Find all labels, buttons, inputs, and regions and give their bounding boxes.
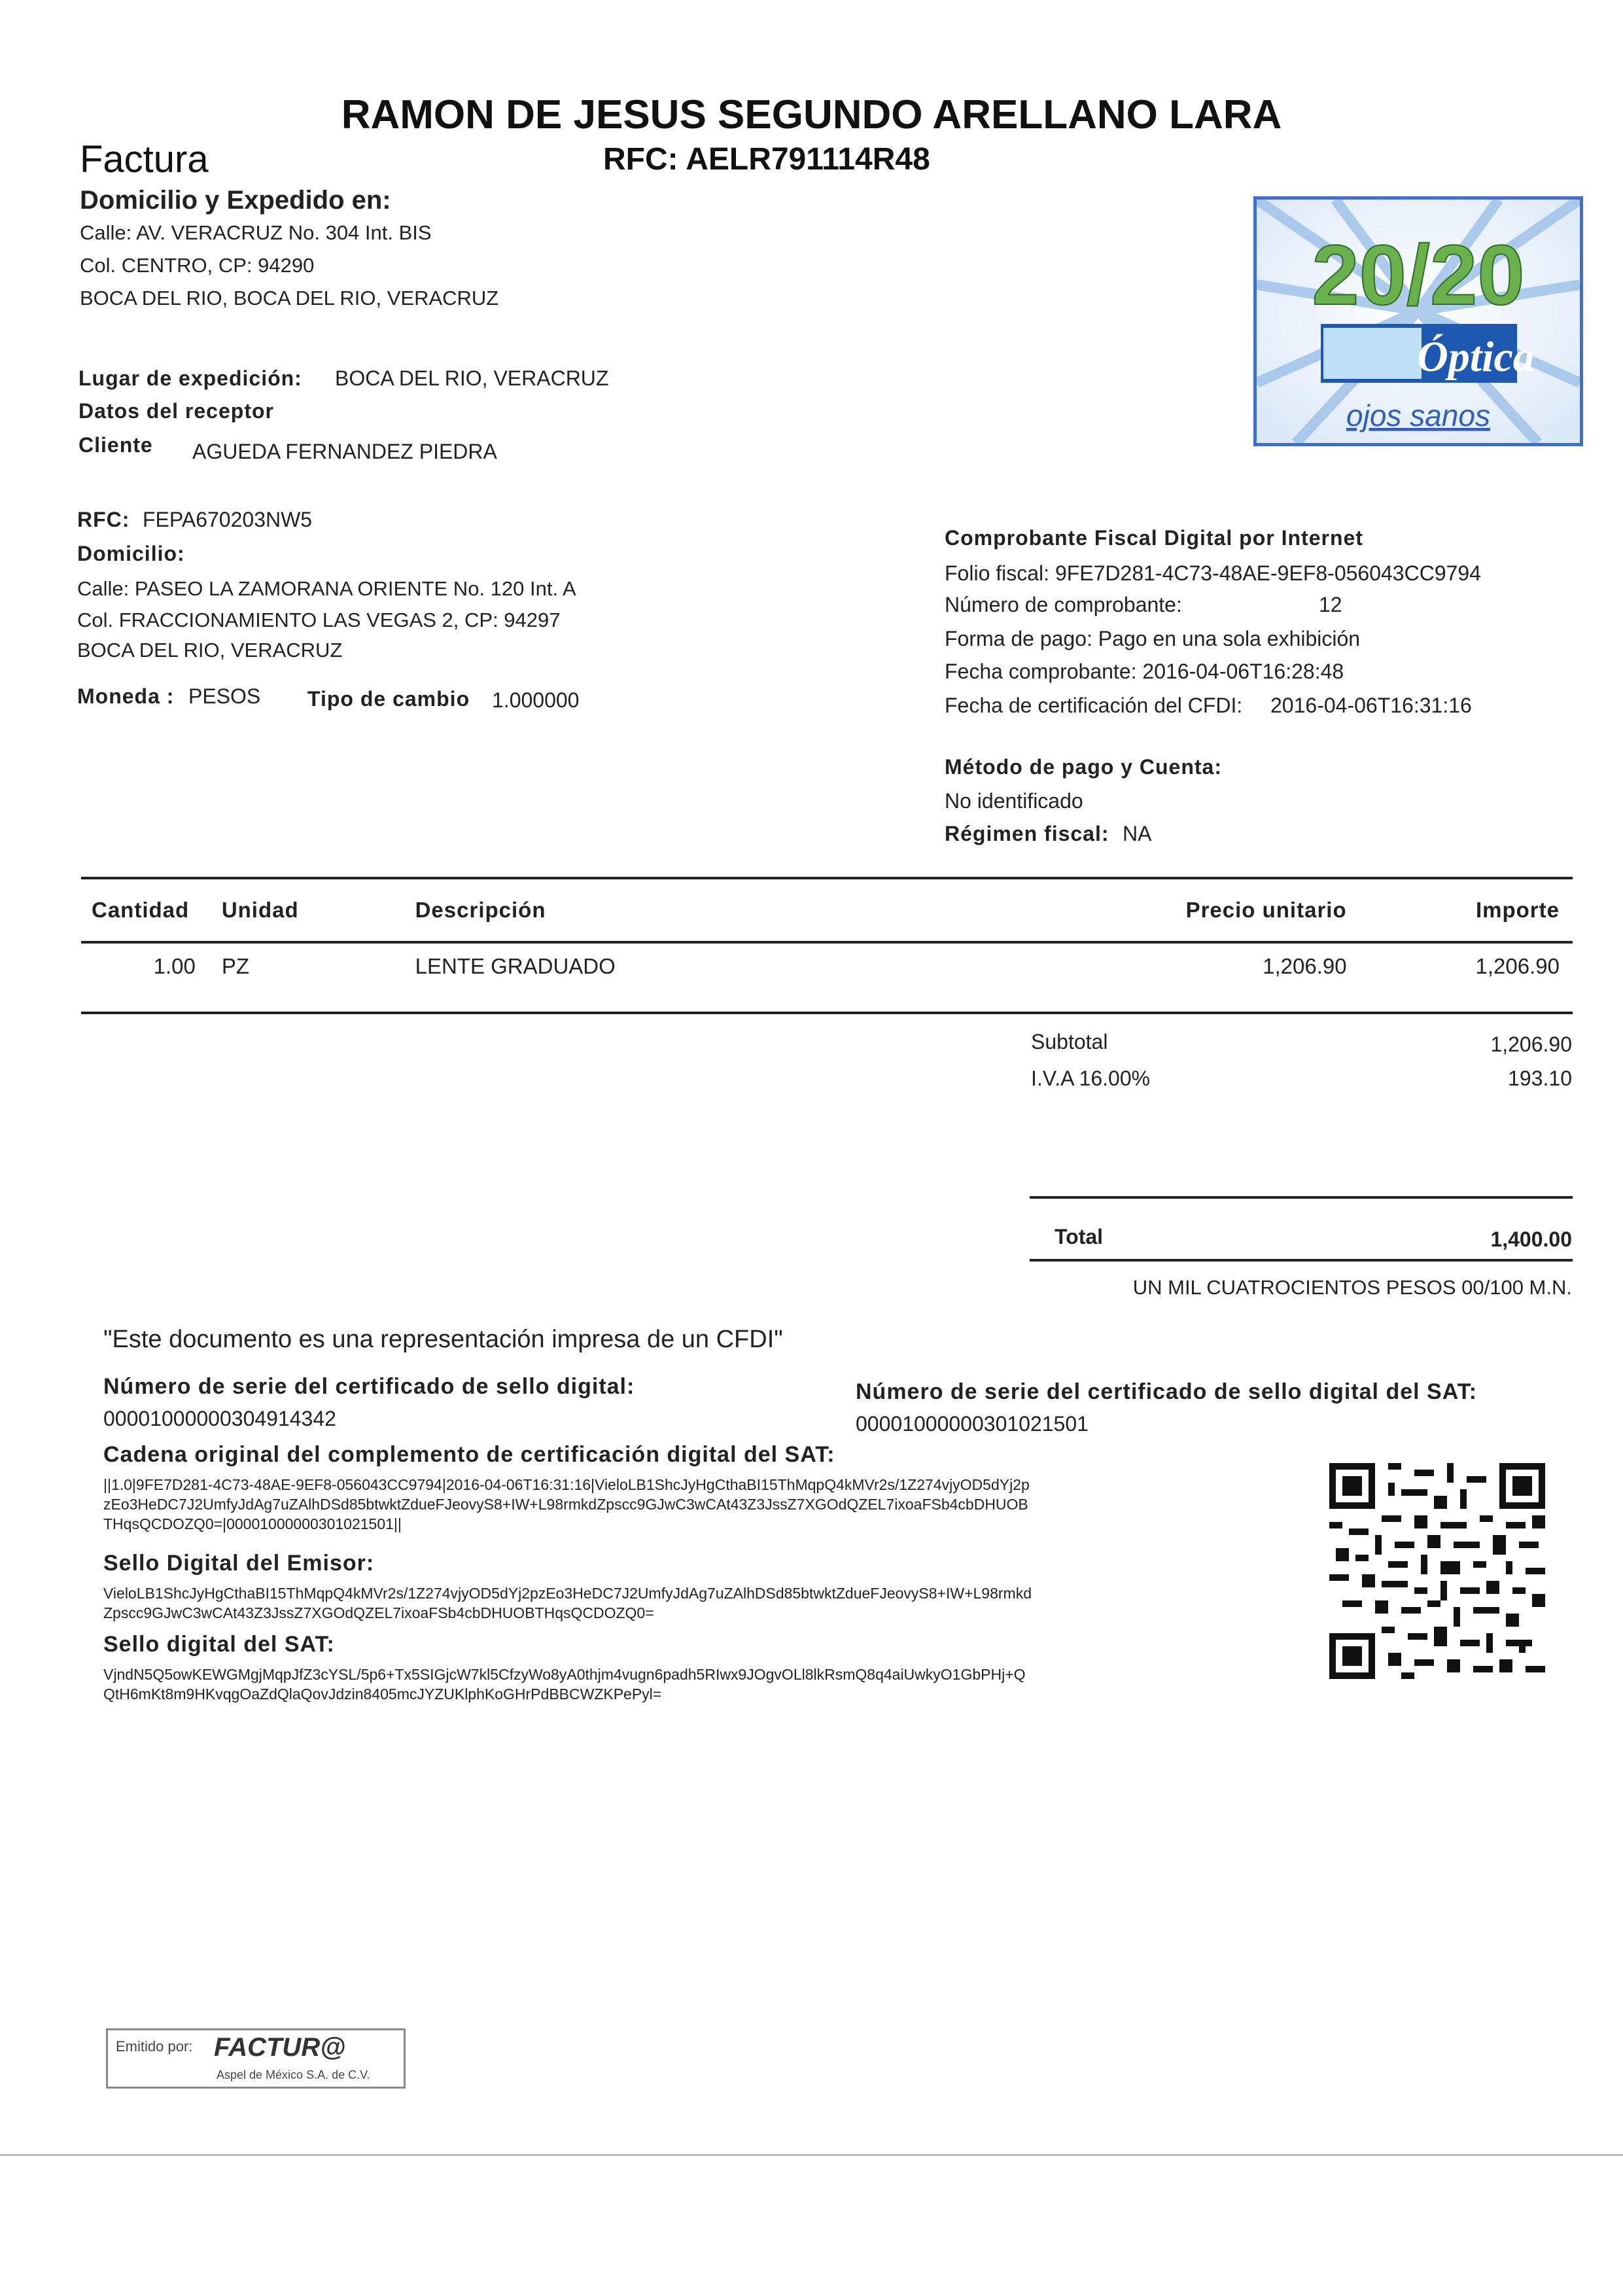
metodo-heading: Método de pago y Cuenta: (945, 755, 1222, 779)
cell-cantidad: 1.00 (153, 954, 196, 978)
cell-unidad: PZ (221, 954, 249, 978)
company-rfc: RFC: AELR791114R48 (603, 142, 930, 177)
optica-logo-graphic (1257, 200, 1580, 443)
optica-logo (1253, 196, 1583, 446)
place-value: BOCA DEL RIO, VERACRUZ (335, 366, 609, 390)
facturae-badge (106, 2028, 406, 2089)
col-precio: Precio unitario (1185, 898, 1347, 922)
table-row (81, 942, 1573, 1013)
client-label: Cliente (79, 433, 153, 457)
regimen-label: Régimen fiscal: (945, 822, 1109, 845)
company-name: RAMON DE JESUS SEGUNDO ARELLANO LARA (341, 92, 1282, 137)
sello-emisor-value: VieloLB1ShcJyHgCthaBI15ThMqpQ4kMVr2s/1Z274vjyOD5dYj2pzEo3HeDC7J2UmfyJdAg7uZAlhDSd85btwktZdueFJeovyS8+IW+L98rmkdZpscc9GJwC3wCAt43Z3JssZ7XGOdQZEL7ixoaFSb4cbDHUOBTHqsQCDOZQ0= (103, 1585, 1032, 1621)
cfdi-heading: Comprobante Fiscal Digital por Internet (945, 526, 1363, 550)
col-importe: Importe (1475, 898, 1560, 922)
regimen-value: NA (1123, 822, 1152, 845)
serie-sat-label: Número de serie del certificado de sello digital del SAT: (856, 1379, 1478, 1404)
qr-code (1329, 1463, 1545, 1679)
issuer-heading: Domicilio y Expedido en: (80, 186, 391, 215)
subtotal-value: 1,206.90 (1490, 1033, 1572, 1056)
col-cantidad: Cantidad (92, 898, 190, 922)
logo-bottom-text: ojos sanos (1346, 398, 1490, 433)
receiver-heading: Datos del receptor (79, 399, 274, 423)
col-descripcion: Descripción (415, 898, 546, 922)
items-header-row (81, 878, 1573, 942)
cadena-label: Cadena original del complemento de certificación digital del SAT: (103, 1442, 835, 1467)
receiver-rfc-value: FEPA670203NW5 (143, 508, 313, 531)
currency-value: PESOS (188, 684, 261, 708)
total-label: Total (1055, 1225, 1104, 1248)
issuer-address-line3: BOCA DEL RIO, BOCA DEL RIO, VERACRUZ (80, 287, 499, 309)
issuer-address-line2: Col. CENTRO, CP: 94290 (80, 254, 315, 277)
sello-sat-label: Sello digital del SAT: (103, 1632, 335, 1657)
col-unidad: Unidad (221, 898, 299, 922)
page-bottom-line (0, 2154, 1623, 2156)
emitido-label: Emitido por: (116, 2038, 193, 2055)
receiver-address-line2: Col. FRACCIONAMIENTO LAS VEGAS 2, CP: 94297 (77, 609, 561, 631)
cfdi-cert-label: Fecha de certificación del CFDI: (945, 694, 1243, 717)
total-value: 1,400.00 (1490, 1227, 1572, 1251)
iva-label: I.V.A 16.00% (1031, 1067, 1151, 1090)
cell-precio: 1,206.90 (1263, 954, 1347, 978)
cfdi-representation-note: "Este documento es una representación impresa de un CFDI" (103, 1326, 783, 1353)
iva-value: 193.10 (1508, 1067, 1572, 1090)
cell-descripcion: LENTE GRADUADO (415, 954, 616, 978)
cfdi-forma-pago: Forma de pago: Pago en una sola exhibición (945, 627, 1361, 650)
sello-emisor-label: Sello Digital del Emisor: (103, 1551, 375, 1576)
total-rule-bottom (1030, 1259, 1573, 1262)
cadena-value: ||1.0|9FE7D281-4C73-48AE-9EF8-056043CC9794|2016-04-06T16:31:16|VieloLB1ShcJyHgCthaBI15ThMqpQ4kMVr2s/1Z274vjyOD5dYj2pzEo3HeDC7J2UmfyJdAg7uZAlhDSd85btwktZdueFJeovyS8+IW+L98rmkdZpscc9GJwC3wCAt43Z3JssZ7XGOdQZEL7ixoaFSb4cbDHUOBTHqsQCDOZQ0=|00001000000301021501|| (103, 1476, 1030, 1532)
logo-middle-text: Óptica (1417, 333, 1535, 381)
receiver-address-line3: BOCA DEL RIO, VERACRUZ (77, 639, 343, 662)
issuer-address-line1: Calle: AV. VERACRUZ No. 304 Int. BIS (80, 221, 432, 244)
total-rule-top (1030, 1196, 1573, 1199)
sello-sat-value: VjndN5Q5owKEWGMgjMqpJfZ3cYSL/5p6+Tx5SIGjcW7kl5CfzyWo8yA0thjm4vugn6padh5RIwx9JOgvOLl8lkRsmQ8q4aiUwkyO1GbPHj+QQtH6mKt8m9HKvqgOaZdQlaQovJdzin8405mcJYZUKlphKoGHrPdBBCWZKPePyl= (103, 1666, 1026, 1703)
facturae-brand-sub: Aspel de México S.A. de C.V. (217, 2068, 370, 2081)
document-type: Factura (80, 138, 209, 181)
receiver-rfc-label: RFC: (77, 508, 130, 531)
exchange-value: 1.000000 (492, 688, 580, 712)
subtotal-label: Subtotal (1031, 1030, 1108, 1053)
qr-code-graphic (1329, 1463, 1545, 1679)
cell-importe: 1,206.90 (1475, 954, 1560, 978)
exchange-label: Tipo de cambio (307, 687, 470, 711)
cfdi-folio: Folio fiscal: 9FE7D281-4C73-48AE-9EF8-056043CC9794 (945, 561, 1481, 585)
cfdi-fecha: Fecha comprobante: 2016-04-06T16:28:48 (945, 660, 1344, 683)
items-table (81, 877, 1573, 1014)
currency-label: Moneda : (77, 684, 175, 708)
cfdi-numero-value: 12 (1319, 593, 1342, 616)
receiver-domicilio-label: Domicilio: (77, 542, 185, 565)
serie-emisor-value: 00001000000304914342 (103, 1407, 336, 1430)
client-value: AGUEDA FERNANDEZ PIEDRA (192, 440, 497, 463)
receiver-address-line1: Calle: PASEO LA ZAMORANA ORIENTE No. 120 Int. A (77, 577, 576, 600)
logo-top-text: 20/20 (1312, 227, 1525, 323)
amount-in-words: UN MIL CUATROCIENTOS PESOS 00/100 M.N. (1132, 1276, 1572, 1299)
serie-sat-value: 00001000000301021501 (856, 1412, 1089, 1436)
facturae-brand: FACTUR@ (214, 2033, 346, 2062)
serie-emisor-label: Número de serie del certificado de sello digital: (103, 1374, 635, 1399)
metodo-value: No identificado (945, 789, 1083, 813)
cfdi-numero-label: Número de comprobante: (945, 593, 1182, 616)
cfdi-cert-value: 2016-04-06T16:31:16 (1270, 694, 1472, 717)
place-label: Lugar de expedición: (79, 366, 302, 390)
